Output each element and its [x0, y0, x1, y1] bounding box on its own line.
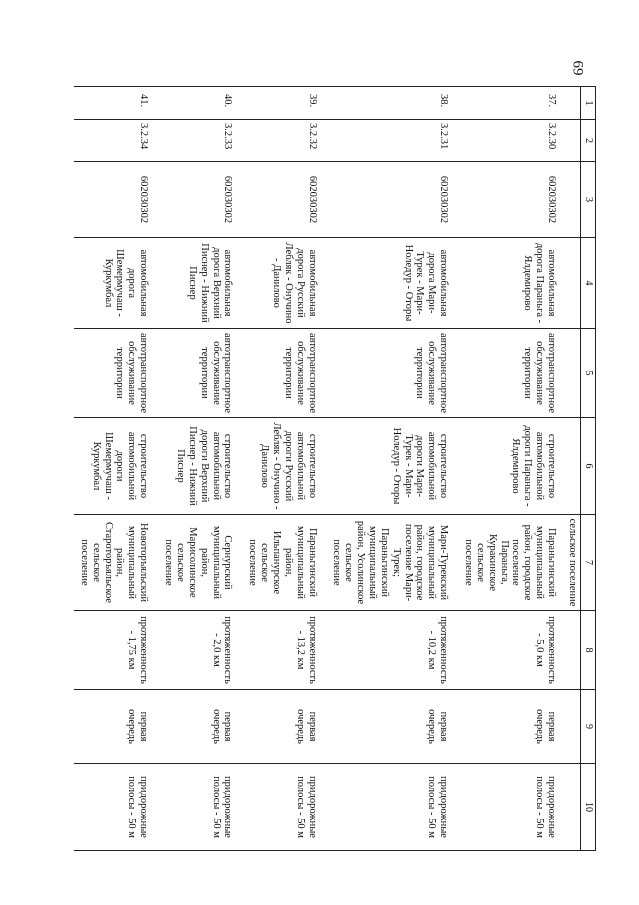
cell-num: 40.	[158, 87, 242, 120]
header-col-6: 6	[581, 418, 596, 515]
cell-kod: 602030302	[74, 162, 158, 238]
cell-action: строительство автомобильной дороги Шемермучаш - Куркумбал	[74, 418, 158, 515]
cell-location: Параньгинский муниципальный район, городское поселение Параньга, Куракинское сельское поселение	[458, 515, 566, 611]
cell-kod: 602030302	[458, 162, 566, 238]
cell-stage: первая очередь	[74, 690, 158, 764]
cell-zone: придорожные полосы - 50 м	[158, 764, 242, 851]
cell-purpose: автотранспортное обслуживание территории	[327, 329, 459, 418]
cell-stage: первая очередь	[327, 690, 459, 764]
cell-stage: первая очередь	[242, 690, 326, 764]
cell-location: Параньгинский муниципальный район, Ильпанурское сельское поселение	[242, 515, 326, 611]
header-col-4: 4	[581, 238, 596, 329]
header-col-3: 3	[581, 162, 596, 238]
cell-zone: придорожные полосы - 50 м	[327, 764, 459, 851]
continuation-text: сельское поселение	[566, 515, 581, 611]
table-row	[158, 87, 242, 851]
cell-object: автомобильная дорога Мари-Турек - Мари-Ноледур - Оторы	[327, 238, 459, 329]
table-row	[327, 87, 459, 851]
rotated-table-wrapper	[77, 86, 596, 850]
cell-zone: придорожные полосы - 50 м	[458, 764, 566, 851]
cell-num: 38.	[327, 87, 459, 120]
cell-code: 3.2.30	[458, 120, 566, 162]
cell-object: автомобильная дорога Параньга - Ялдемирово	[458, 238, 566, 329]
page-number: 69	[569, 60, 586, 76]
header-col-5: 5	[581, 329, 596, 418]
header-col-9: 9	[581, 690, 596, 764]
cell-character: протяженность - 5,0 км	[458, 611, 566, 690]
header-col-10: 10	[581, 764, 596, 851]
cell-num: 41.	[74, 87, 158, 120]
cell-action: строительство автомобильной дороги Параньга - Ялдемирово	[458, 418, 566, 515]
cell-character: протяженность - 1,75 км	[74, 611, 158, 690]
cell-action: строительство автомобильной дороги Верхний Писнер - Нижний Писнер	[158, 418, 242, 515]
cell-location: Мари-Турекский муниципальный район, городское поселение Мари-Турек; Параньгинский муниципальный район, Усолинское сельское поселение	[327, 515, 459, 611]
header-col-2: 2	[581, 120, 596, 162]
continuation-row	[566, 87, 581, 851]
cell-zone: придорожные полосы - 50 м	[242, 764, 326, 851]
cell-num: 39.	[242, 87, 326, 120]
cell-code: 3.2.32	[242, 120, 326, 162]
table-row	[74, 87, 158, 851]
table-row	[458, 87, 566, 851]
cell-kod: 602030302	[327, 162, 459, 238]
cell-object: автомобильная дорога Верхний Писнер - Нижний Писнер	[158, 238, 242, 329]
cell-object: автомобильная дорога Шемермучаш - Куркумбал	[74, 238, 158, 329]
cell-code: 3.2.31	[327, 120, 459, 162]
cell-purpose: автотранспортное обслуживание территории	[458, 329, 566, 418]
cell-purpose: автотранспортное обслуживание территории	[158, 329, 242, 418]
cell-action: строительство автомобильной дороги Русский Лебляк - Онучино - Данилово	[242, 418, 326, 515]
cell-object: автомобильная дорога Русский Лебляк - Онучино - Данилово	[242, 238, 326, 329]
cell-kod: 602030302	[242, 162, 326, 238]
header-col-7: 7	[581, 515, 596, 611]
header-col-8: 8	[581, 611, 596, 690]
cell-location: Новоторъяльский муниципальный район, Староторъяльское сельское поселение	[74, 515, 158, 611]
cell-character: протяженность - 2,0 км	[158, 611, 242, 690]
cell-kod: 602030302	[158, 162, 242, 238]
cell-code: 3.2.33	[158, 120, 242, 162]
cell-stage: первая очередь	[458, 690, 566, 764]
header-row	[581, 87, 596, 851]
cell-code: 3.2.34	[74, 120, 158, 162]
cell-character: протяженность - 10,2 км	[327, 611, 459, 690]
cell-action: строительство автомобильной дороги Мари-Турек - Мари-Ноледур - Оторы	[327, 418, 459, 515]
cell-location: Сернурский муниципальный район, Марисолинское сельское поселение	[158, 515, 242, 611]
cell-stage: первая очередь	[158, 690, 242, 764]
cell-purpose: автотранспортное обслуживание территории	[74, 329, 158, 418]
cell-num: 37.	[458, 87, 566, 120]
header-col-1: 1	[581, 87, 596, 120]
cell-purpose: автотранспортное обслуживание территории	[242, 329, 326, 418]
table-row	[242, 87, 326, 851]
cell-zone: придорожные полосы - 50 м	[74, 764, 158, 851]
objects-table	[74, 86, 596, 851]
cell-character: протяженность - 13,2 км	[242, 611, 326, 690]
